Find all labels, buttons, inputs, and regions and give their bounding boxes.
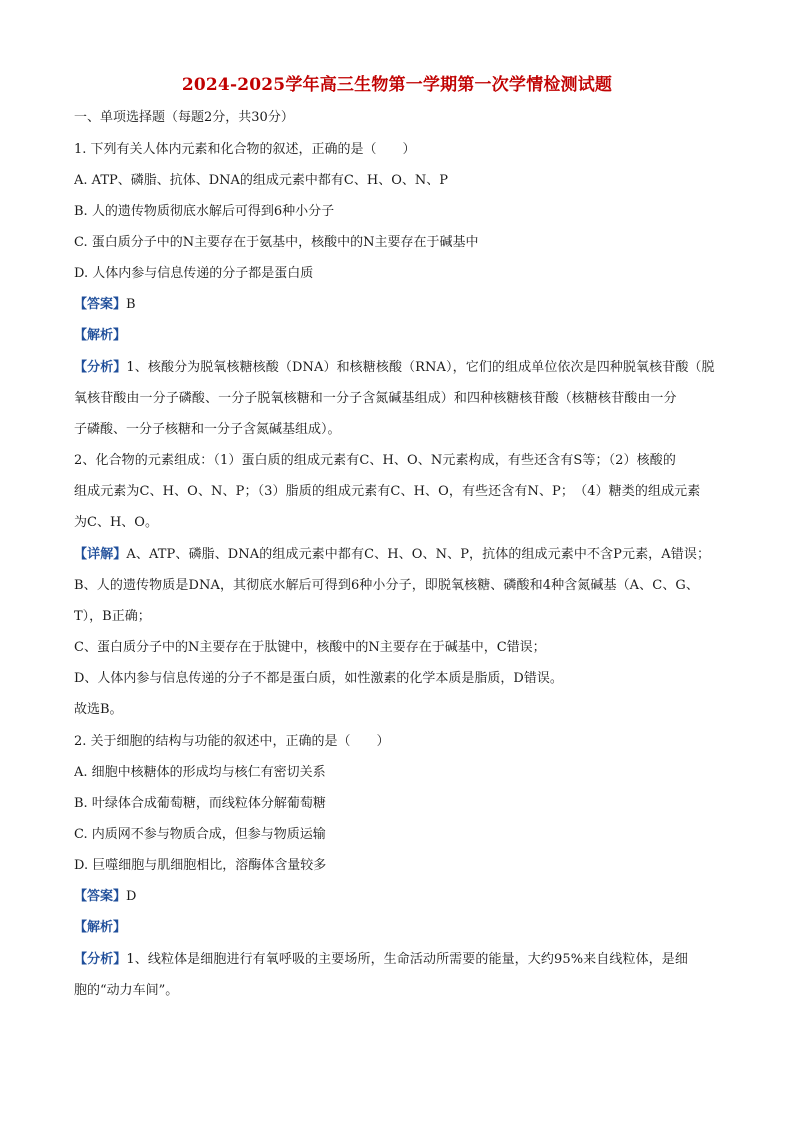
detail-tag: 【详解】 <box>74 547 127 562</box>
question-2-option-b: B. 叶绿体合成葡萄糖，而线粒体分解葡萄糖 <box>74 796 326 811</box>
analysis-tag: 【分析】 <box>74 360 127 375</box>
question-1-analysis-line: 为C、H、O。 <box>74 515 158 530</box>
question-2-option-a: A. 细胞中核糖体的形成均与核仁有密切关系 <box>74 765 326 780</box>
question-1-analysis-line: 氧核苷酸由一分子磷酸、一分子脱氧核糖和一分子含氮碱基组成）和四种核糖核苷酸（核糖核苷酸由一分 <box>74 391 677 406</box>
section-heading: 一、单项选择题（每题2分，共30分） <box>74 110 294 125</box>
question-1-detail-line: B、人的遗传物质是DNA，其彻底水解后可得到6种小分子，即脱氧核糖、磷酸和4种含氮碱基（A、C、G、 <box>74 578 700 593</box>
question-1-analysis-heading: 【解析】 <box>74 328 127 343</box>
page-title: 2024-2025学年高三生物第一学期第一次学情检测试题 <box>181 75 613 95</box>
question-1-option-c: C. 蛋白质分子中的N主要存在于氨基中，核酸中的N主要存在于碱基中 <box>74 235 479 250</box>
question-2-stem: 2. 关于细胞的结构与功能的叙述中，正确的是（ ） <box>74 734 390 749</box>
answer-value: D <box>126 889 137 904</box>
question-1-option-a: A. ATP、磷脂、抗体、DNA的组成元素中都有C、H、O、N、P <box>74 173 448 188</box>
detail-text: A、ATP、磷脂、DNA的组成元素中都有C、H、O、N、P，抗体的组成元素中不含P元素，A错误； <box>126 547 711 562</box>
question-1-analysis-line <box>74 358 734 378</box>
question-2-analysis-heading: 【解析】 <box>74 920 127 935</box>
question-1-analysis-line: 2、化合物的元素组成：（1）蛋白质的组成元素有C、H、O、N元素构成，有些还含有S等；（2）核酸的 <box>74 453 676 468</box>
question-1-analysis-line: 组成元素为C、H、O、N、P；（3）脂质的组成元素有C、H、O，有些还含有N、P； （4）糖类的组成元素 <box>74 484 701 499</box>
question-2-option-c: C. 内质网不参与物质合成，但参与物质运输 <box>74 827 326 842</box>
question-2-answer <box>74 887 734 907</box>
question-1-stem: 1. 下列有关人体内元素和化合物的叙述，正确的是（ ） <box>74 142 416 157</box>
analysis-text: 1、线粒体是细胞进行有氧呼吸的主要场所，生命活动所需要的能量，大约95%来自线粒体，是细 <box>126 952 688 967</box>
question-1-detail-line <box>74 545 734 565</box>
question-2-option-d: D. 巨噬细胞与肌细胞相比，溶酶体含量较多 <box>74 858 327 873</box>
question-2-analysis-line: 胞的“动力车间”。 <box>74 983 179 998</box>
answer-tag: 【答案】 <box>74 889 127 904</box>
question-2-analysis-line <box>74 950 734 970</box>
question-1-option-d: D. 人体内参与信息传递的分子都是蛋白质 <box>74 266 314 281</box>
question-1-option-b: B. 人的遗传物质彻底水解后可得到6种小分子 <box>74 204 335 219</box>
analysis-text: 1、核酸分为脱氧核糖核酸（DNA）和核糖核酸（RNA），它们的组成单位依次是四种脱氧核苷酸（脱 <box>126 360 715 375</box>
question-1-detail-line: T），B正确； <box>74 609 151 624</box>
question-1-answer <box>74 295 734 315</box>
analysis-tag: 【分析】 <box>74 952 127 967</box>
question-1-detail-line: D、人体内参与信息传递的分子不都是蛋白质，如性激素的化学本质是脂质，D错误。 <box>74 671 563 686</box>
question-1-analysis-line: 子磷酸、一分子核糖和一分子含氮碱基组成）。 <box>74 422 341 437</box>
question-1-detail-line: C、蛋白质分子中的N主要存在于肽键中，核酸中的N主要存在于碱基中，C错误； <box>74 640 546 655</box>
answer-tag: 【答案】 <box>74 297 127 312</box>
answer-value: B <box>126 297 136 312</box>
question-1-conclusion: 故选B。 <box>74 702 123 717</box>
